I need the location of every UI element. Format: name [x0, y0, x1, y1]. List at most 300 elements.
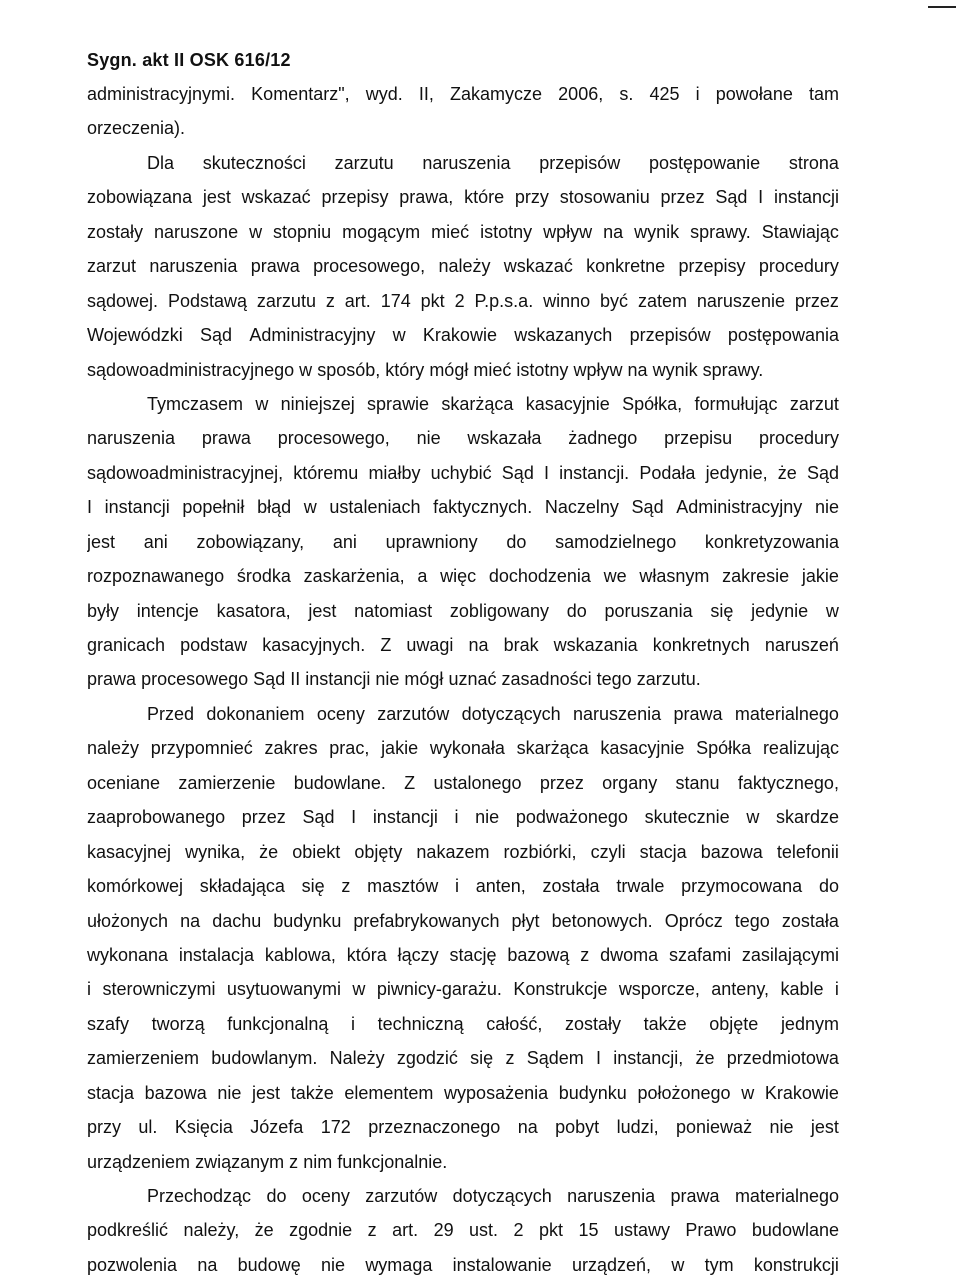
- word: I: [758, 187, 764, 208]
- word: się: [301, 876, 325, 897]
- word: być: [600, 290, 629, 311]
- word: że: [259, 841, 279, 862]
- word: dachu: [212, 910, 262, 931]
- word: funkcjonalnie.: [337, 1151, 448, 1172]
- word: strona: [788, 152, 839, 173]
- word: urządzeń,: [571, 1254, 652, 1275]
- word: podkreślić: [87, 1220, 169, 1241]
- word: do: [266, 1186, 287, 1206]
- word: bazowa: [144, 1082, 207, 1103]
- word: nakazem: [416, 841, 490, 862]
- word: stanu: [675, 772, 720, 793]
- word: sądowoadministracyjnej,: [87, 462, 284, 483]
- word: budowlane: [751, 1220, 839, 1241]
- word: procedury: [758, 428, 839, 449]
- word: w: [741, 1082, 755, 1103]
- word: Sąd: [253, 669, 286, 690]
- word: zarzutu.: [636, 669, 701, 690]
- word: kasacyjnie: [525, 393, 610, 414]
- word: 2: [454, 290, 465, 311]
- word: jednym: [780, 1013, 839, 1034]
- word: zarzutów: [365, 1186, 438, 1206]
- word: z: [505, 1048, 515, 1069]
- word: skarżąca: [516, 738, 589, 759]
- word: przypomnieć: [150, 738, 253, 759]
- text-line: [87, 318, 839, 352]
- word: zobligowany: [449, 600, 549, 621]
- word: dokonaniem: [206, 703, 305, 724]
- text-line: [87, 249, 839, 283]
- text-line: [87, 904, 839, 938]
- word: zostały: [564, 1013, 621, 1034]
- word: Naczelny: [544, 497, 619, 518]
- word: stacja: [639, 841, 687, 862]
- word: prawa: [673, 703, 723, 724]
- word: naruszenia: [149, 256, 238, 277]
- word: II: [290, 669, 301, 690]
- text-line: [87, 628, 839, 662]
- word: obiekt: [292, 841, 341, 862]
- word: granicach: [87, 635, 166, 655]
- word: na: [197, 1254, 218, 1275]
- word: procesowego: [141, 669, 249, 690]
- word: nie: [475, 807, 500, 828]
- word: intencje: [136, 600, 199, 621]
- word: funkcjonalną: [227, 1013, 329, 1034]
- word: instancji,: [613, 1048, 684, 1069]
- word: procedury: [758, 256, 839, 277]
- text-line: [87, 731, 839, 765]
- word: szafy: [87, 1013, 130, 1034]
- word: w: [255, 393, 269, 414]
- word: naruszeń: [764, 635, 839, 655]
- word: została: [542, 876, 600, 897]
- word: procesowego,: [277, 428, 390, 449]
- word: w: [392, 325, 406, 346]
- word: procesowego,: [313, 256, 426, 277]
- word: kable: [780, 979, 824, 1000]
- word: zobowiązany,: [196, 531, 305, 552]
- word: konstrukcji: [753, 1254, 839, 1275]
- word: Prawo: [685, 1220, 737, 1241]
- word: instalacja: [178, 944, 254, 965]
- word: w: [303, 497, 317, 518]
- word: jakie: [801, 566, 839, 587]
- word: że: [777, 462, 797, 483]
- text-line: [87, 1076, 839, 1110]
- text-line: [87, 284, 839, 318]
- word: tego: [596, 669, 632, 690]
- word: naruszenia: [573, 703, 662, 724]
- text-line: [87, 525, 839, 559]
- word: Spółka: [696, 738, 752, 759]
- word: 425: [649, 84, 680, 104]
- word: jest: [87, 531, 116, 552]
- word: zaaprobowanego: [87, 807, 226, 828]
- word: istotny: [516, 359, 569, 380]
- word: na: [468, 635, 489, 655]
- word: więc: [440, 566, 477, 587]
- word: w: [299, 359, 313, 380]
- text-line: [87, 938, 839, 972]
- word: bazową: [507, 944, 570, 965]
- word: jedynie,: [705, 462, 768, 483]
- word: ul.: [138, 1117, 158, 1138]
- word: instancji.: [559, 462, 630, 483]
- word: budynku: [273, 910, 342, 931]
- word: pkt: [538, 1220, 563, 1241]
- word: zgodzić: [396, 1048, 458, 1069]
- word: Dla: [147, 152, 175, 173]
- word: Z: [380, 635, 392, 655]
- word: materialnego: [734, 1186, 839, 1206]
- word: Administracyjny: [676, 497, 803, 518]
- word: uchybić: [430, 462, 492, 483]
- word: wyposażenia: [444, 1082, 549, 1103]
- word: wykonana: [87, 944, 169, 965]
- word: 174: [380, 290, 411, 311]
- word: sprawy.: [702, 359, 764, 380]
- word: dochodzenia: [488, 566, 591, 587]
- word: jest: [202, 187, 231, 208]
- word: któremu: [293, 462, 359, 483]
- word: tam: [808, 84, 839, 104]
- word: 15: [578, 1220, 599, 1241]
- word: zarzut: [789, 393, 839, 414]
- word: prawa: [201, 428, 251, 449]
- word: dotyczących: [452, 1186, 552, 1206]
- word: Konstrukcje: [513, 979, 608, 1000]
- word: na: [180, 910, 201, 931]
- word: na: [517, 1117, 538, 1138]
- word: kasacyjnej: [87, 841, 172, 862]
- word: elementem: [344, 1082, 434, 1103]
- word: bazowa: [700, 841, 763, 862]
- word: z: [341, 876, 351, 897]
- word: Podstawą: [167, 290, 248, 311]
- word: podważonego: [515, 807, 628, 828]
- word: przez: [660, 187, 705, 208]
- word: popełnił: [182, 497, 245, 518]
- word: się: [710, 600, 734, 621]
- word: także: [643, 1013, 687, 1034]
- word: wykonała: [429, 738, 505, 759]
- word: wsporcze,: [618, 979, 700, 1000]
- word: 29: [433, 1220, 454, 1241]
- word: przez: [241, 807, 286, 828]
- text-line: [87, 1110, 839, 1144]
- word: trwale: [616, 876, 665, 897]
- word: Sąd: [631, 497, 664, 518]
- word: należy,: [183, 1220, 240, 1241]
- word: została: [781, 910, 839, 931]
- word: i: [834, 979, 839, 1000]
- word: wskazanych: [514, 325, 613, 346]
- word: przepisów: [629, 325, 711, 346]
- word: art.: [344, 290, 371, 311]
- word: pkt: [420, 290, 445, 311]
- word: prac,: [329, 738, 370, 759]
- word: rozpoznawanego: [87, 566, 225, 587]
- word: nie: [321, 1254, 346, 1275]
- word: mieć: [431, 221, 470, 242]
- word: zarzutu: [334, 152, 394, 173]
- word: dotyczących: [461, 703, 561, 724]
- word: instancji: [372, 807, 438, 828]
- word: faktycznych.: [433, 497, 533, 518]
- word: które: [464, 187, 505, 208]
- word: sądowej.: [87, 290, 159, 311]
- word: sposób,: [317, 359, 381, 380]
- word: własnym: [639, 566, 710, 587]
- word: ludzi,: [616, 1117, 659, 1138]
- word: I: [543, 462, 549, 483]
- word: we: [603, 566, 627, 587]
- word: s.: [619, 84, 634, 104]
- word: jest: [252, 1082, 281, 1103]
- word: postępowania: [727, 325, 839, 346]
- word: w: [746, 807, 760, 828]
- word: betonowych.: [551, 910, 653, 931]
- word: przeznaczonego: [368, 1117, 501, 1138]
- word: podstaw: [180, 635, 248, 655]
- word: na: [603, 221, 624, 242]
- word: zakres: [264, 738, 318, 759]
- word: wynika,: [185, 841, 246, 862]
- word: powołane: [715, 84, 793, 104]
- word: skuteczności: [202, 152, 306, 173]
- word: przy: [87, 1117, 122, 1138]
- word: konkretne: [586, 256, 666, 277]
- word: wymaga: [365, 1254, 433, 1275]
- word: nie: [217, 1082, 242, 1103]
- word: czyli: [590, 841, 626, 862]
- word: nie: [814, 497, 839, 518]
- word: zamierzenie: [178, 772, 276, 793]
- word: zostały: [87, 221, 144, 242]
- word: ustaleniach: [329, 497, 421, 518]
- text-line: [87, 594, 839, 628]
- word: wynik: [652, 359, 698, 380]
- word: techniczną: [377, 1013, 464, 1034]
- word: instancji: [104, 497, 170, 518]
- word: Oprócz: [664, 910, 723, 931]
- word: błąd: [257, 497, 292, 518]
- word: zarzut: [87, 256, 137, 277]
- word: i: [454, 807, 459, 828]
- word: całość,: [486, 1013, 543, 1034]
- word: sterowniczymi: [102, 979, 216, 1000]
- word: przez: [539, 772, 584, 793]
- word: płyt: [511, 910, 540, 931]
- word: wpływ: [543, 221, 593, 242]
- text-line: [87, 353, 839, 387]
- text-line: [87, 697, 839, 731]
- word: zaskarżenia,: [303, 566, 405, 587]
- word: i: [454, 876, 459, 897]
- word: z: [325, 290, 335, 311]
- word: jest: [810, 1117, 839, 1138]
- word: Podała: [639, 462, 696, 483]
- word: Stawiając: [761, 221, 839, 242]
- word: objęty: [354, 841, 403, 862]
- word: materialnego: [734, 703, 839, 724]
- word: uwagi: [406, 635, 454, 655]
- word: brak: [503, 635, 539, 655]
- word: budowlanym.: [211, 1048, 318, 1069]
- text-line: [87, 972, 839, 1006]
- word: kablowa,: [264, 944, 336, 965]
- word: stację: [449, 944, 497, 965]
- word: tego: [734, 910, 770, 931]
- word: że: [254, 1220, 274, 1241]
- word: i: [87, 979, 91, 1000]
- text-line: [87, 800, 839, 834]
- word: art.: [392, 1220, 419, 1241]
- word: nim: [303, 1151, 333, 1172]
- word: prawa: [250, 256, 300, 277]
- word: zamierzeniem: [87, 1048, 200, 1069]
- word: tym: [704, 1254, 734, 1275]
- word: przymocowana: [681, 876, 803, 897]
- word: ułożonych: [87, 910, 169, 931]
- body-text: [87, 77, 839, 1282]
- word: konkretyzowania: [704, 531, 839, 552]
- word: Przed: [147, 703, 195, 724]
- word: do: [818, 876, 839, 897]
- word: Sądem: [526, 1048, 584, 1069]
- word: realizując: [762, 738, 839, 759]
- word: ust.: [469, 1220, 499, 1241]
- text-line: [87, 1041, 839, 1075]
- word: związanym: [195, 1151, 285, 1172]
- word: I: [87, 497, 93, 518]
- word: zarzutu: [256, 290, 316, 311]
- word: żadnego: [568, 428, 638, 449]
- word: szafami: [669, 944, 732, 965]
- word: Komentarz",: [251, 84, 350, 104]
- word: z: [580, 944, 590, 965]
- word: komórkowej: [87, 876, 184, 897]
- word: w: [825, 600, 839, 621]
- word: piwnicy-garażu.: [376, 979, 502, 1000]
- word: nie: [769, 1117, 794, 1138]
- word: przepisy: [678, 256, 746, 277]
- word: naruszenia: [422, 152, 511, 173]
- word: Zakamycze: [450, 84, 543, 104]
- word: II,: [418, 84, 434, 104]
- word: wskazać: [503, 256, 573, 277]
- word: przepisu: [664, 428, 733, 449]
- case-signature: Sygn. akt II OSK 616/12: [87, 50, 291, 70]
- word: kasacyjnych.: [262, 635, 366, 655]
- word: kasatora,: [216, 600, 291, 621]
- word: przepisów: [539, 152, 621, 173]
- page-corner-mark: [928, 6, 956, 8]
- word: Józefa: [250, 1117, 304, 1138]
- word: administracyjnymi.: [87, 84, 236, 104]
- word: ani: [332, 531, 357, 552]
- text-line: [87, 766, 839, 800]
- word: wynik: [634, 221, 680, 242]
- word: objęte: [709, 1013, 759, 1034]
- word: I: [351, 807, 357, 828]
- word: z: [289, 1151, 299, 1172]
- word: kasacyjnie: [600, 738, 685, 759]
- word: oceny: [301, 1186, 350, 1206]
- word: budynku: [558, 1082, 627, 1103]
- text-line: [87, 1145, 839, 1179]
- word: instalowanie: [452, 1254, 552, 1275]
- text-line: [87, 215, 839, 249]
- word: sprawy.: [690, 221, 751, 242]
- word: jest: [308, 600, 337, 621]
- text-line: [87, 869, 839, 903]
- word: a: [417, 566, 428, 587]
- word: orzeczenia).: [87, 118, 186, 139]
- word: instancji: [773, 187, 839, 208]
- word: nie: [375, 669, 400, 690]
- word: zakresie: [722, 566, 790, 587]
- word: skarżąca: [441, 393, 514, 414]
- word: I: [595, 1048, 601, 1069]
- word: urządzeniem: [87, 1151, 191, 1172]
- word: ponieważ: [676, 1117, 753, 1138]
- word: dwoma: [600, 944, 659, 965]
- word: ustawy: [613, 1220, 670, 1241]
- text-line: [87, 1248, 839, 1282]
- word: 172: [320, 1117, 351, 1138]
- word: jakie: [381, 738, 419, 759]
- word: formułując: [694, 393, 778, 414]
- word: usytuowanymi: [226, 979, 341, 1000]
- word: się: [470, 1048, 494, 1069]
- word: przez: [794, 290, 839, 311]
- text-line: [87, 180, 839, 214]
- word: jedynie: [751, 600, 809, 621]
- word: wskazać: [241, 187, 311, 208]
- word: budowę: [237, 1254, 301, 1275]
- word: mogącym: [342, 221, 421, 242]
- word: skardze: [775, 807, 839, 828]
- word: uprawniony: [385, 531, 478, 552]
- word: Krakowie: [422, 325, 497, 346]
- word: instancji: [305, 669, 371, 690]
- word: anteny,: [711, 979, 769, 1000]
- word: sprawie: [367, 393, 430, 414]
- text-line: [87, 421, 839, 455]
- word: samodzielnego: [555, 531, 677, 552]
- word: pobyt: [555, 1117, 600, 1138]
- text-line: [87, 111, 839, 145]
- word: masztów: [367, 876, 439, 897]
- word: budowlane.: [293, 772, 386, 793]
- word: oceniane: [87, 772, 161, 793]
- word: zgodnie: [289, 1220, 353, 1241]
- word: sądowoadministracyjnego: [87, 359, 295, 380]
- word: zasadności: [501, 669, 592, 690]
- word: prawa: [670, 1186, 720, 1206]
- word: wpływ: [573, 359, 623, 380]
- word: do: [566, 600, 587, 621]
- word: Sąd: [302, 807, 335, 828]
- word: miałby: [368, 462, 421, 483]
- word: Tymczasem: [147, 393, 244, 414]
- word: konkretnych: [652, 635, 750, 655]
- word: stopniu: [273, 221, 332, 242]
- word: organy: [602, 772, 658, 793]
- word: na: [627, 359, 648, 380]
